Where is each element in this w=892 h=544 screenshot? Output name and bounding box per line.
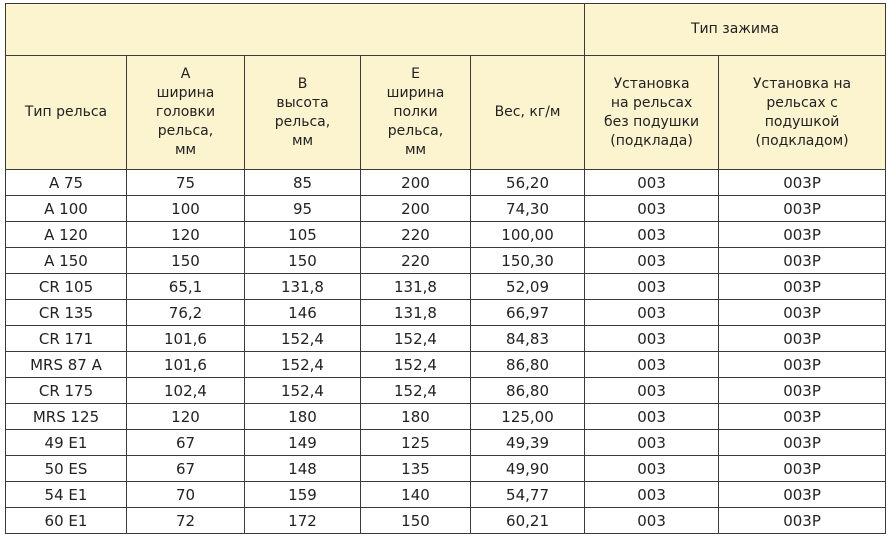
table-row [6, 248, 886, 274]
header-text-line: рельса, [157, 123, 214, 139]
header-text-line: ширина [386, 85, 445, 101]
header-text-line: E [411, 66, 420, 82]
cell-clamp-with-pad: 003P [719, 274, 886, 300]
cell-clamp-no-pad: 003 [585, 274, 719, 300]
table-row [6, 404, 886, 430]
header-text-line: мм [174, 142, 197, 158]
table-row [6, 456, 886, 482]
cell-weight: 100,00 [471, 222, 585, 248]
table-row [6, 274, 886, 300]
cell-clamp-no-pad: 003 [585, 196, 719, 222]
cell-clamp-with-pad: 003P [719, 248, 886, 274]
cell-rail-height: 85 [245, 170, 361, 196]
col-header-weight [471, 56, 585, 170]
cell-rail-height: 148 [245, 456, 361, 482]
cell-weight: 84,83 [471, 326, 585, 352]
header-text-line: подушкой [764, 113, 840, 130]
col-header-install-no-pad [585, 56, 719, 170]
table-row [6, 430, 886, 456]
header-text-line: рельсах с [766, 94, 838, 111]
header-text-line: мм [404, 142, 427, 158]
cell-foot-width: 152,4 [361, 378, 471, 404]
cell-clamp-no-pad: 003 [585, 456, 719, 482]
cell-weight: 54,77 [471, 482, 585, 508]
cell-rail-height: 172 [245, 508, 361, 534]
col-header-foot-width [361, 56, 471, 170]
cell-weight: 52,09 [471, 274, 585, 300]
header-text-line: головки [155, 104, 216, 120]
cell-clamp-with-pad: 003P [719, 456, 886, 482]
header-text-line: полки [393, 104, 438, 120]
header-text-line: B [297, 75, 308, 92]
header-text-line: (подкладом) [755, 132, 849, 149]
cell-foot-width: 150 [361, 508, 471, 534]
cell-clamp-with-pad: 003P [719, 430, 886, 456]
header-text-line: Тип рельса [24, 104, 108, 120]
header-blank-cell [6, 4, 585, 56]
cell-foot-width: 200 [361, 196, 471, 222]
table-row [6, 378, 886, 404]
header-text-line: мм [291, 132, 314, 149]
header-text-line: Установка на [752, 75, 852, 92]
cell-foot-width: 152,4 [361, 352, 471, 378]
table-row [6, 326, 886, 352]
cell-head-width: 76,2 [127, 300, 245, 326]
cell-clamp-with-pad: 003P [719, 326, 886, 352]
clamp-type-header: Тип зажима [585, 4, 886, 56]
cell-clamp-no-pad: 003 [585, 482, 719, 508]
cell-head-width: 102,4 [127, 378, 245, 404]
cell-weight: 86,80 [471, 352, 585, 378]
cell-rail-type: CR 175 [6, 378, 127, 404]
cell-foot-width: 220 [361, 222, 471, 248]
cell-foot-width: 152,4 [361, 326, 471, 352]
cell-head-width: 70 [127, 482, 245, 508]
header-text-line: рельса, [274, 113, 331, 130]
cell-head-width: 75 [127, 170, 245, 196]
cell-head-width: 67 [127, 430, 245, 456]
cell-rail-type: CR 135 [6, 300, 127, 326]
cell-weight: 150,30 [471, 248, 585, 274]
header-text-line: Установка [613, 75, 690, 92]
table-row [6, 352, 886, 378]
table-row [6, 300, 886, 326]
cell-rail-height: 131,8 [245, 274, 361, 300]
cell-clamp-no-pad: 003 [585, 404, 719, 430]
header-text-line: высота [276, 94, 329, 111]
cell-foot-width: 200 [361, 170, 471, 196]
cell-clamp-with-pad: 003P [719, 404, 886, 430]
cell-foot-width: 140 [361, 482, 471, 508]
cell-rail-type: A 75 [6, 170, 127, 196]
cell-rail-type: 49 E1 [6, 430, 127, 456]
cell-rail-type: A 100 [6, 196, 127, 222]
cell-clamp-with-pad: 003P [719, 352, 886, 378]
cell-head-width: 101,6 [127, 326, 245, 352]
header-text-line: рельса, [387, 123, 444, 139]
cell-clamp-with-pad: 003P [719, 482, 886, 508]
table-row [6, 508, 886, 534]
cell-rail-height: 152,4 [245, 326, 361, 352]
header-text-line: Вес, кг/м [494, 104, 561, 120]
cell-foot-width: 220 [361, 248, 471, 274]
cell-rail-type: A 120 [6, 222, 127, 248]
cell-rail-height: 149 [245, 430, 361, 456]
cell-rail-height: 152,4 [245, 378, 361, 404]
cell-clamp-no-pad: 003 [585, 508, 719, 534]
cell-clamp-no-pad: 003 [585, 170, 719, 196]
table-row [6, 170, 886, 196]
cell-clamp-no-pad: 003 [585, 430, 719, 456]
cell-rail-height: 146 [245, 300, 361, 326]
column-header-row [6, 56, 886, 170]
header-text-line: на рельсах [610, 94, 693, 111]
cell-clamp-no-pad: 003 [585, 222, 719, 248]
col-header-rail-height [245, 56, 361, 170]
cell-rail-height: 150 [245, 248, 361, 274]
cell-foot-width: 180 [361, 404, 471, 430]
cell-clamp-with-pad: 003P [719, 222, 886, 248]
cell-head-width: 100 [127, 196, 245, 222]
cell-weight: 60,21 [471, 508, 585, 534]
cell-clamp-no-pad: 003 [585, 378, 719, 404]
cell-weight: 66,97 [471, 300, 585, 326]
table-body [6, 170, 886, 534]
cell-weight: 49,39 [471, 430, 585, 456]
table-row [6, 196, 886, 222]
cell-weight: 86,80 [471, 378, 585, 404]
cell-head-width: 65,1 [127, 274, 245, 300]
cell-rail-type: 54 E1 [6, 482, 127, 508]
cell-rail-height: 159 [245, 482, 361, 508]
cell-weight: 74,30 [471, 196, 585, 222]
header-text-line: A [180, 66, 191, 82]
cell-rail-height: 180 [245, 404, 361, 430]
cell-weight: 125,00 [471, 404, 585, 430]
cell-head-width: 67 [127, 456, 245, 482]
cell-foot-width: 131,8 [361, 300, 471, 326]
rail-specs-table [5, 3, 886, 534]
cell-clamp-no-pad: 003 [585, 352, 719, 378]
cell-clamp-no-pad: 003 [585, 326, 719, 352]
cell-clamp-with-pad: 003P [719, 170, 886, 196]
cell-clamp-no-pad: 003 [585, 300, 719, 326]
header-text-line: ширина [156, 85, 215, 101]
cell-foot-width: 131,8 [361, 274, 471, 300]
cell-rail-type: A 150 [6, 248, 127, 274]
cell-rail-height: 95 [245, 196, 361, 222]
cell-head-width: 150 [127, 248, 245, 274]
header-text-line: (подклада) [610, 132, 693, 149]
col-header-rail-type [6, 56, 127, 170]
cell-clamp-no-pad: 003 [585, 248, 719, 274]
cell-clamp-with-pad: 003P [719, 378, 886, 404]
cell-head-width: 120 [127, 222, 245, 248]
cell-weight: 49,90 [471, 456, 585, 482]
table-row [6, 222, 886, 248]
cell-weight: 56,20 [471, 170, 585, 196]
cell-clamp-with-pad: 003P [719, 508, 886, 534]
cell-rail-type: CR 105 [6, 274, 127, 300]
header-group-row [6, 4, 886, 56]
cell-head-width: 120 [127, 404, 245, 430]
cell-rail-type: CR 171 [6, 326, 127, 352]
col-header-install-with-pad [719, 56, 886, 170]
cell-rail-type: MRS 87 A [6, 352, 127, 378]
cell-clamp-with-pad: 003P [719, 300, 886, 326]
cell-rail-type: 60 E1 [6, 508, 127, 534]
cell-rail-type: 50 ES [6, 456, 127, 482]
cell-foot-width: 125 [361, 430, 471, 456]
cell-head-width: 72 [127, 508, 245, 534]
cell-rail-height: 105 [245, 222, 361, 248]
cell-head-width: 101,6 [127, 352, 245, 378]
col-header-head-width [127, 56, 245, 170]
header-text-line: без подушки [603, 113, 700, 130]
cell-foot-width: 135 [361, 456, 471, 482]
table-row [6, 482, 886, 508]
cell-rail-type: MRS 125 [6, 404, 127, 430]
cell-rail-height: 152,4 [245, 352, 361, 378]
cell-clamp-with-pad: 003P [719, 196, 886, 222]
